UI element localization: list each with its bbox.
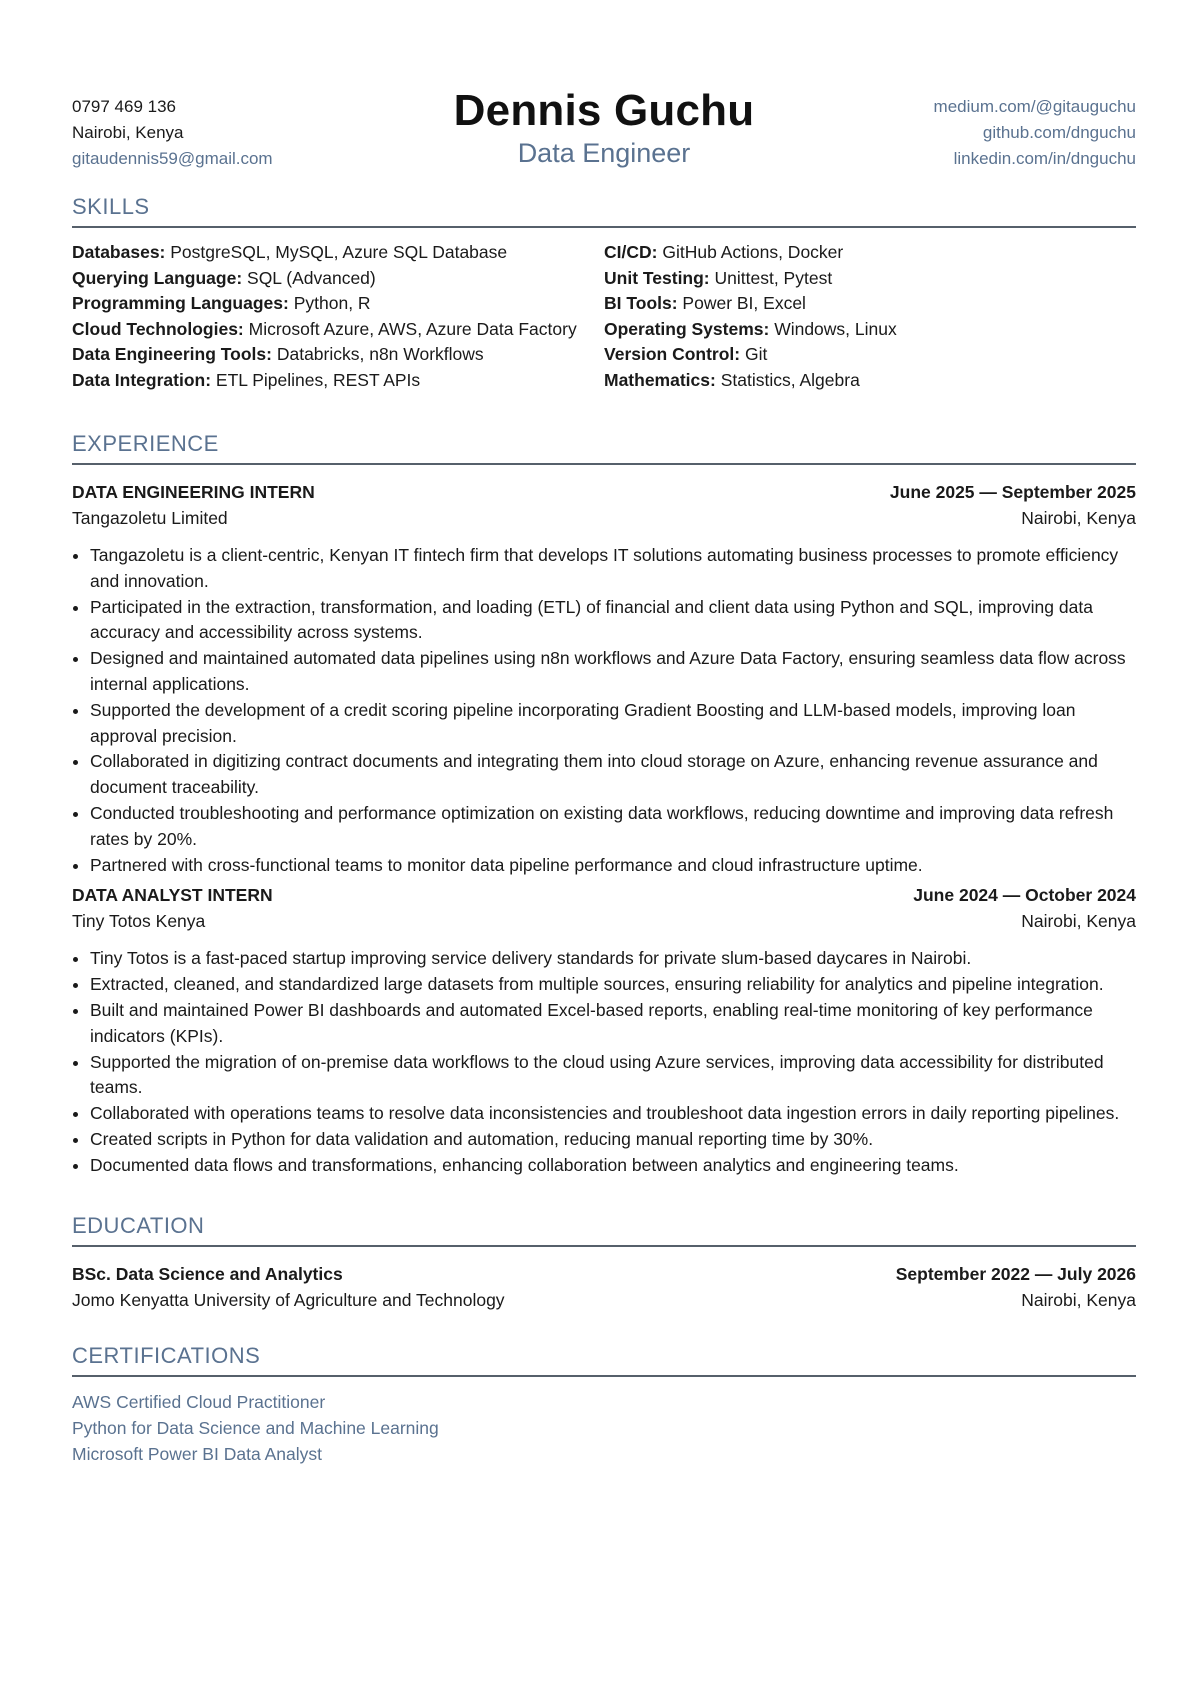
resume-page: [72, 88, 1136, 1467]
list-item: • Designed and maintained automated data pipelines using n8n workflows and Azure Data Factory, ensuring seamless data flow across internal applications.: [90, 646, 1136, 698]
skills-grid: [72, 240, 1136, 393]
email-link[interactable]: gitaudennis59@gmail.com: [72, 149, 273, 168]
skill-value: Statistics, Algebra: [715, 369, 860, 390]
location: Nairobi, Kenya: [72, 123, 184, 142]
school-name: Jomo Kenyatta University of Agriculture and Technology: [72, 1289, 505, 1310]
skill-label: CI/CD:: [604, 242, 658, 262]
certifications-heading: CERTIFICATIONS: [72, 1343, 1136, 1377]
degree-name: BSc. Data Science and Analytics: [72, 1263, 343, 1284]
skill-label: Databases:: [72, 242, 166, 262]
entry-header: [72, 1261, 1136, 1313]
candidate-name: Dennis Guchu: [453, 86, 755, 135]
job-title: DATA ANALYST INTERN: [72, 885, 273, 906]
certification-link[interactable]: AWS Certified Cloud Practitioner: [72, 1391, 326, 1412]
skill-label: Operating Systems:: [604, 318, 770, 339]
skill-value: GitHub Actions, Docker: [657, 242, 844, 262]
list-item: • Conducted troubleshooting and performance optimization on existing data workflows, reducing downtime and improving data refresh rates by 20%.: [90, 801, 1136, 853]
list-item: • Collaborated in digitizing contract documents and integrating them into cloud storage on Azure, enhancing revenue assurance and document traceability.: [90, 749, 1136, 801]
skill-label: Mathematics:: [604, 369, 716, 390]
skill-item: [72, 266, 604, 292]
job-title: DATA ENGINEERING INTERN: [72, 482, 315, 502]
job-location: Nairobi, Kenya: [1021, 911, 1136, 932]
skill-label: Data Integration:: [72, 369, 212, 390]
certification-link[interactable]: Python for Data Science and Machine Learning: [72, 1417, 439, 1438]
list-item: • Partnered with cross-functional teams to monitor data pipeline performance and cloud infrastructure uptime.: [90, 853, 1136, 879]
list-item: • Built and maintained Power BI dashboards and automated Excel-based reports, enabling real-time monitoring of key performance indicators (KPIs).: [90, 998, 1136, 1050]
skill-label: Cloud Technologies:: [72, 318, 244, 339]
skill-label: Version Control:: [604, 344, 741, 364]
skill-value: Python, R: [288, 293, 371, 313]
experience-entry: [72, 882, 1136, 1178]
skill-label: Programming Languages:: [72, 293, 289, 313]
education-location: Nairobi, Kenya: [1021, 1289, 1136, 1310]
education-dates: September 2022 — July 2026: [895, 1263, 1136, 1284]
skill-value: ETL Pipelines, REST APIs: [211, 369, 421, 390]
company-name: Tiny Totos Kenya: [72, 911, 206, 932]
entry-header: [72, 479, 1136, 531]
skill-value: Git: [740, 344, 768, 364]
list-item: • Supported the migration of on-premise data workflows to the cloud using Azure services, improving data accessibility for distributed teams.: [90, 1050, 1136, 1102]
skill-value: Windows, Linux: [769, 318, 897, 339]
skill-value: SQL (Advanced): [242, 267, 376, 288]
skill-item: [72, 291, 604, 317]
linkedin-link[interactable]: linkedin.com/in/dnguchu: [953, 149, 1136, 168]
skill-value: Databricks, n8n Workflows: [271, 344, 484, 364]
skill-value: Unittest, Pytest: [709, 267, 833, 288]
education-entry: [72, 1261, 1136, 1313]
list-item: • Extracted, cleaned, and standardized large datasets from multiple sources, ensuring reliability for analytics and pipeline integration.: [90, 972, 1136, 998]
job-dates: June 2025 — September 2025: [889, 482, 1136, 502]
entry-header: [72, 882, 1136, 934]
skill-value: Power BI, Excel: [677, 293, 806, 313]
skills-heading: SKILLS: [72, 194, 1136, 228]
job-bullets: [72, 946, 1136, 1178]
job-location: Nairobi, Kenya: [1021, 508, 1136, 528]
list-item: • Supported the development of a credit scoring pipeline incorporating Gradient Boosting and LLM-based models, improving loan approval precision.: [90, 698, 1136, 750]
list-item: • Tangazoletu is a client-centric, Kenyan IT fintech firm that develops IT solutions automating business processes to promote efficiency and innovation.: [90, 543, 1136, 595]
skill-label: BI Tools:: [604, 293, 678, 313]
skills-column-right: [604, 240, 1136, 393]
company-name: Tangazoletu Limited: [72, 508, 228, 528]
skill-label: Unit Testing:: [604, 267, 710, 288]
skills-column-left: [72, 240, 604, 393]
skill-item: [604, 342, 1136, 368]
list-item: • Tiny Totos is a fast-paced startup improving service delivery standards for private slum-based daycares in Nairobi.: [90, 946, 1136, 972]
skill-item: [604, 240, 1136, 266]
skill-item: [72, 368, 604, 394]
job-dates: June 2024 — October 2024: [913, 885, 1136, 906]
list-item: • Collaborated with operations teams to resolve data inconsistencies and troubleshoot data ingestion errors in daily reporting pipelines.: [90, 1101, 1136, 1127]
resume-header: [72, 88, 1136, 174]
certification-link[interactable]: Microsoft Power BI Data Analyst: [72, 1443, 322, 1464]
profile-links: [934, 94, 1136, 172]
skill-item: [72, 240, 604, 266]
list-item: • Participated in the extraction, transformation, and loading (ETL) of financial and client data using Python and SQL, improving data accuracy and accessibility across systems.: [90, 595, 1136, 647]
medium-link[interactable]: medium.com/@gitauguchu: [933, 97, 1136, 116]
skill-item: [604, 291, 1136, 317]
education-heading: EDUCATION: [72, 1213, 1136, 1247]
certifications-list: [72, 1389, 1136, 1467]
experience-entry: [72, 479, 1136, 878]
phone-number: 0797 469 136: [72, 97, 176, 116]
job-bullets: [72, 543, 1136, 878]
list-item: • Created scripts in Python for data validation and automation, reducing manual reporting time by 30%.: [90, 1127, 1136, 1153]
skill-item: [72, 317, 604, 343]
list-item: • Documented data flows and transformations, enhancing collaboration between analytics and engineering teams.: [90, 1153, 1136, 1179]
skill-item: [72, 342, 604, 368]
github-link[interactable]: github.com/dnguchu: [982, 123, 1136, 142]
experience-heading: EXPERIENCE: [72, 431, 1136, 465]
skill-item: [604, 317, 1136, 343]
skill-label: Data Engineering Tools:: [72, 344, 272, 364]
candidate-title: Data Engineer: [517, 138, 691, 168]
skill-value: Microsoft Azure, AWS, Azure Data Factory: [243, 318, 577, 339]
skill-item: [604, 368, 1136, 394]
skill-label: Querying Language:: [72, 267, 243, 288]
skill-value: PostgreSQL, MySQL, Azure SQL Database: [165, 242, 508, 262]
skill-item: [604, 266, 1136, 292]
